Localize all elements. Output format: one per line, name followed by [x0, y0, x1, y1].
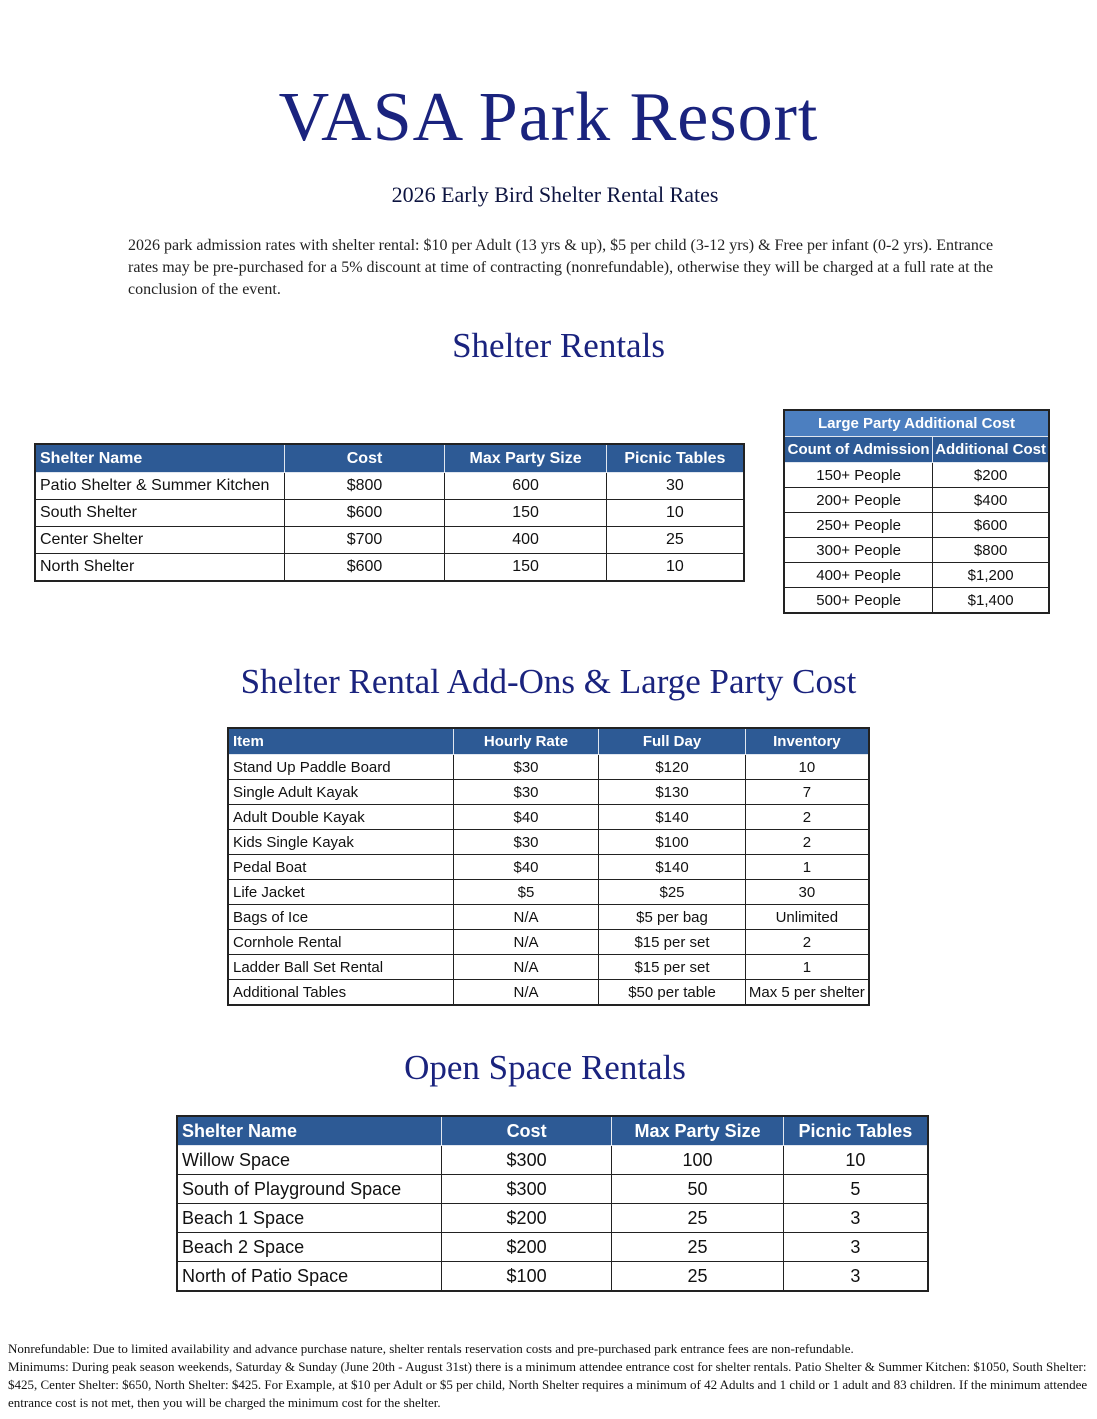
- table-cell: Beach 2 Space: [177, 1233, 441, 1262]
- column-header: Cost: [441, 1116, 611, 1146]
- page-title: VASA Park Resort: [278, 79, 819, 156]
- table-cell: Bags of Ice: [228, 905, 453, 930]
- table-cell: N/A: [453, 980, 599, 1006]
- column-header: Max Party Size: [612, 1116, 784, 1146]
- table-cell: $200: [441, 1204, 611, 1233]
- table-cell: 400: [445, 527, 607, 554]
- table-cell: Center Shelter: [35, 527, 284, 554]
- table-cell: 30: [606, 473, 744, 500]
- table-cell: $700: [284, 527, 445, 554]
- addons-table: [227, 727, 870, 1006]
- table-cell: N/A: [453, 930, 599, 955]
- table-cell: $600: [284, 500, 445, 527]
- table-cell: 30: [745, 880, 869, 905]
- table-header-row: [228, 728, 869, 755]
- table-header-row: [177, 1116, 928, 1146]
- table-row: [177, 1233, 928, 1262]
- table-cell: $140: [599, 805, 745, 830]
- table-row: [177, 1262, 928, 1292]
- column-header: Inventory: [745, 728, 869, 755]
- table-cell: 3: [783, 1262, 928, 1292]
- page-subtitle: 2026 Early Bird Shelter Rental Rates: [391, 182, 719, 207]
- table-cell: $100: [441, 1262, 611, 1292]
- table-cell: $30: [453, 830, 599, 855]
- table-cell: 150+ People: [784, 463, 933, 488]
- table-row: [228, 880, 869, 905]
- table-header-row: [784, 437, 1049, 463]
- table-cell: $1,400: [933, 588, 1049, 614]
- table-row: [784, 538, 1049, 563]
- table-cell: 150: [445, 500, 607, 527]
- table-row: [228, 780, 869, 805]
- table-cell: 10: [606, 500, 744, 527]
- table-cell: North of Patio Space: [177, 1262, 441, 1292]
- table-cell: $400: [933, 488, 1049, 513]
- table-cell: 1: [745, 855, 869, 880]
- table-cell: $140: [599, 855, 745, 880]
- table-cell: $120: [599, 755, 745, 780]
- table-cell: 600: [445, 473, 607, 500]
- table-cell: Pedal Boat: [228, 855, 453, 880]
- table-cell: $5 per bag: [599, 905, 745, 930]
- large-party-cost-table: [783, 409, 1050, 614]
- table-row: [177, 1146, 928, 1175]
- table-cell: Kids Single Kayak: [228, 830, 453, 855]
- column-header: Cost: [284, 444, 445, 473]
- table-cell: $15 per set: [599, 955, 745, 980]
- admission-intro: 2026 park admission rates with shelter rental: $10 per Adult (13 yrs & up), $5 per child (3-12 yrs) & Free per infant (0-2 yrs). Entrance rates may be pre-purchased for a 5% discount at time of contracting (nonrefundable), otherwise they will be charged at a full rate at the conclusion of the event.: [128, 237, 994, 298]
- open-space-rentals-table: [176, 1115, 929, 1292]
- table-cell: 250+ People: [784, 513, 933, 538]
- table-row: [35, 527, 744, 554]
- table-row: [177, 1175, 928, 1204]
- table-cell: $1,200: [933, 563, 1049, 588]
- table-cell: $50 per table: [599, 980, 745, 1006]
- table-cell: 25: [612, 1262, 784, 1292]
- table-row: [228, 905, 869, 930]
- table-row: [228, 955, 869, 980]
- table-row: [784, 563, 1049, 588]
- table-cell: $300: [441, 1146, 611, 1175]
- table-cell: Single Adult Kayak: [228, 780, 453, 805]
- table-cell: $100: [599, 830, 745, 855]
- table-cell: 300+ People: [784, 538, 933, 563]
- table-cell: 100: [612, 1146, 784, 1175]
- table-cell: 200+ People: [784, 488, 933, 513]
- table-cell: 1: [745, 955, 869, 980]
- table-cell: South of Playground Space: [177, 1175, 441, 1204]
- table-cell: $30: [453, 780, 599, 805]
- table-cell: 5: [783, 1175, 928, 1204]
- section-title-shelter-rentals: Shelter Rentals: [452, 326, 665, 365]
- column-header: Max Party Size: [445, 444, 607, 473]
- table-row: [784, 513, 1049, 538]
- table-cell: Stand Up Paddle Board: [228, 755, 453, 780]
- table-cell: 3: [783, 1233, 928, 1262]
- table-cell: $40: [453, 805, 599, 830]
- column-header: Picnic Tables: [783, 1116, 928, 1146]
- table-row: [228, 930, 869, 955]
- table-cell: Adult Double Kayak: [228, 805, 453, 830]
- table-cell: $40: [453, 855, 599, 880]
- table-row: [228, 830, 869, 855]
- table-cell: $200: [933, 463, 1049, 488]
- table-row: [228, 805, 869, 830]
- table-cell: 50: [612, 1175, 784, 1204]
- section-title-open-space: Open Space Rentals: [404, 1048, 686, 1087]
- column-header: Count of Admission: [784, 437, 933, 463]
- table-row: [228, 855, 869, 880]
- table-cell: $800: [933, 538, 1049, 563]
- table-row: [228, 755, 869, 780]
- nonrefundable-note: Nonrefundable: Due to limited availability and advance purchase nature, shelter rentals reservation costs and pre-purchased park entrance fees are non-refundable.: [8, 1341, 854, 1356]
- table-cell: $600: [933, 513, 1049, 538]
- table-cell: $600: [284, 554, 445, 582]
- table-row: [35, 554, 744, 582]
- table-cell: Life Jacket: [228, 880, 453, 905]
- table-cell: South Shelter: [35, 500, 284, 527]
- table-cell: $300: [441, 1175, 611, 1204]
- table-cell: 10: [783, 1146, 928, 1175]
- table-cell: $5: [453, 880, 599, 905]
- table-cell: 2: [745, 805, 869, 830]
- table-cell: 7: [745, 780, 869, 805]
- column-header: Shelter Name: [35, 444, 284, 473]
- table-cell: $30: [453, 755, 599, 780]
- table-cell: Unlimited: [745, 905, 869, 930]
- column-header: Additional Cost: [933, 437, 1049, 463]
- table-row: [228, 980, 869, 1006]
- table-caption: Large Party Additional Cost: [784, 410, 1049, 437]
- column-header: Shelter Name: [177, 1116, 441, 1146]
- section-title-addons: Shelter Rental Add-Ons & Large Party Cost: [240, 662, 857, 701]
- table-cell: 2: [745, 830, 869, 855]
- table-cell: 10: [606, 554, 744, 582]
- table-cell: 10: [745, 755, 869, 780]
- table-row: [784, 588, 1049, 614]
- table-cell: $130: [599, 780, 745, 805]
- table-row: [784, 463, 1049, 488]
- table-cell: 150: [445, 554, 607, 582]
- table-cell: 25: [612, 1233, 784, 1262]
- minimums-note: Minimums: During peak season weekends, Saturday & Sunday (June 20th - August 31st) there is a minimum attendee entrance cost for shelter rentals. Patio Shelter & Summer Kitchen: $1050, South Shelter: $425, Center Shelter: $650, North Shelter: $425. For Example, at $10 per Adult or $5 per child, North Shelter requires a minimum of 42 Adults and 1 child or 1 adult and 83 children. If the minimum attendee entrance cost is not met, then you will be charged the minimum cost for the shelter.: [8, 1359, 1088, 1410]
- table-header-row: [35, 444, 744, 473]
- table-cell: N/A: [453, 955, 599, 980]
- table-row: [35, 500, 744, 527]
- table-cell: North Shelter: [35, 554, 284, 582]
- column-header: Full Day: [599, 728, 745, 755]
- table-cell: Patio Shelter & Summer Kitchen: [35, 473, 284, 500]
- table-cell: 3: [783, 1204, 928, 1233]
- table-row: [177, 1204, 928, 1233]
- table-cell: $15 per set: [599, 930, 745, 955]
- column-header: Picnic Tables: [606, 444, 744, 473]
- table-cell: Max 5 per shelter: [745, 980, 869, 1006]
- table-caption-row: [784, 410, 1049, 437]
- column-header: Hourly Rate: [453, 728, 599, 755]
- table-cell: Additional Tables: [228, 980, 453, 1006]
- table-cell: Willow Space: [177, 1146, 441, 1175]
- table-cell: Ladder Ball Set Rental: [228, 955, 453, 980]
- shelter-rentals-table: [34, 443, 745, 582]
- table-cell: 400+ People: [784, 563, 933, 588]
- table-cell: Beach 1 Space: [177, 1204, 441, 1233]
- table-cell: 25: [606, 527, 744, 554]
- table-cell: $200: [441, 1233, 611, 1262]
- footer-notes: [8, 1340, 1088, 1412]
- table-cell: 500+ People: [784, 588, 933, 614]
- table-cell: $800: [284, 473, 445, 500]
- column-header: Item: [228, 728, 453, 755]
- table-row: [784, 488, 1049, 513]
- table-cell: N/A: [453, 905, 599, 930]
- table-row: [35, 473, 744, 500]
- table-cell: 2: [745, 930, 869, 955]
- table-cell: $25: [599, 880, 745, 905]
- table-cell: Cornhole Rental: [228, 930, 453, 955]
- table-cell: 25: [612, 1204, 784, 1233]
